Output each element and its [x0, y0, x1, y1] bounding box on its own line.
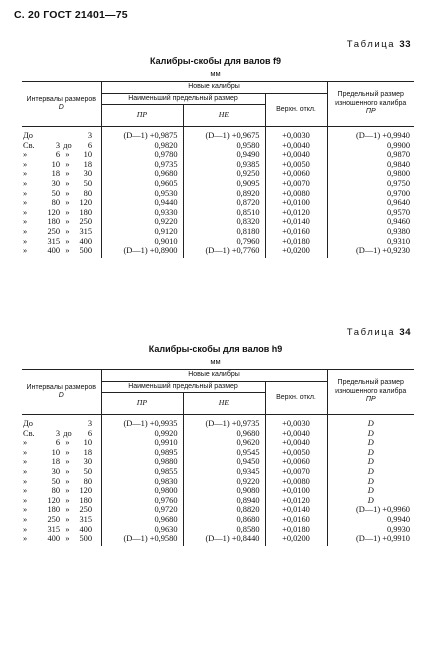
table-row	[22, 169, 414, 179]
table-row	[22, 515, 414, 525]
pr-cell: 0,9530	[101, 189, 183, 199]
worn-limit-cell: 0,9930	[327, 525, 414, 535]
upper-deviation-cell: +0,0040	[265, 429, 327, 439]
upper-deviation-cell: +0,0120	[265, 496, 327, 506]
worn-limit-cell: 0,9800	[327, 169, 414, 179]
upper-deviation-cell: +0,0140	[265, 217, 327, 227]
header-min-limit: Наименьший предельный размер	[101, 381, 265, 393]
interval-cell: » 400 » 500	[23, 246, 92, 256]
header-upper-deviation: Верхн. откл.	[265, 381, 327, 415]
upper-deviation-cell: +0,0040	[265, 150, 327, 160]
ne-cell: 0,9620	[183, 438, 265, 448]
header-ne: НЕ	[183, 393, 265, 415]
ne-cell: 0,8580	[183, 525, 265, 535]
table-row	[22, 429, 414, 439]
pr-cell: 0,9880	[101, 457, 183, 467]
pr-cell: (D—1) +0,9935	[101, 415, 183, 429]
pr-cell: 0,9910	[101, 438, 183, 448]
worn-limit-cell: 0,9750	[327, 179, 414, 189]
table-row	[22, 127, 414, 141]
table-row	[22, 208, 414, 218]
interval-cell: » 6 » 10	[23, 150, 92, 160]
upper-deviation-cell: +0,0200	[265, 534, 327, 546]
upper-deviation-cell: +0,0040	[265, 438, 327, 448]
ne-cell: 0,9250	[183, 169, 265, 179]
interval-cell: » 50 » 80	[23, 188, 92, 198]
worn-limit-cell: 0,9640	[327, 198, 414, 208]
table-row	[22, 525, 414, 535]
pr-cell: 0,9735	[101, 160, 183, 170]
interval-cell: » 180 » 250	[23, 217, 92, 227]
interval-cell: » 120 » 180	[23, 495, 92, 505]
upper-deviation-cell: +0,0080	[265, 477, 327, 487]
header-min-limit: Наименьший предельный размер	[101, 93, 265, 105]
pr-cell: 0,9630	[101, 525, 183, 535]
worn-limit-cell: D	[327, 429, 414, 439]
upper-deviation-cell: +0,0030	[265, 415, 327, 429]
upper-deviation-cell: +0,0060	[265, 457, 327, 467]
table-row	[22, 227, 414, 237]
table-33-label: Таблица 33	[346, 39, 411, 50]
table-row	[22, 486, 414, 496]
ne-cell: 0,9095	[183, 179, 265, 189]
worn-limit-cell: D	[327, 477, 414, 487]
header-pr: ПР	[101, 393, 183, 415]
worn-limit-cell: D	[327, 496, 414, 506]
upper-deviation-cell: +0,0070	[265, 179, 327, 189]
header-intervals: Интервалы размеров D	[22, 82, 101, 127]
table-row	[22, 477, 414, 487]
worn-limit-cell: D	[327, 448, 414, 458]
interval-cell: » 6 » 10	[23, 438, 92, 448]
ne-cell: 0,8820	[183, 505, 265, 515]
worn-limit-cell: (D—1) +0,9960	[327, 505, 414, 515]
table-34-unit: мм	[210, 357, 221, 366]
ne-cell: 0,8940	[183, 496, 265, 506]
pr-cell: 0,9760	[101, 496, 183, 506]
interval-cell: » 30 » 50	[23, 466, 92, 476]
ne-cell: (D—1) +0,9735	[183, 415, 265, 429]
table-row	[22, 457, 414, 467]
upper-deviation-cell: +0,0100	[265, 486, 327, 496]
interval-cell: » 10 » 18	[23, 159, 92, 169]
header-upper-deviation: Верхн. откл.	[265, 93, 327, 127]
table-row	[22, 198, 414, 208]
table-row	[22, 467, 414, 477]
interval-cell: » 18 » 30	[23, 169, 92, 179]
ne-cell: 0,9545	[183, 448, 265, 458]
pr-cell: 0,9895	[101, 448, 183, 458]
pr-cell: (D—1) +0,8900	[101, 246, 183, 258]
ne-cell: (D—1) +0,7760	[183, 246, 265, 258]
ne-cell: 0,8920	[183, 189, 265, 199]
worn-limit-cell: (D—1) +0,9230	[327, 246, 414, 258]
pr-cell: 0,9855	[101, 467, 183, 477]
ne-cell: 0,8320	[183, 217, 265, 227]
pr-cell: 0,9120	[101, 227, 183, 237]
ne-cell: 0,9220	[183, 477, 265, 487]
worn-limit-cell: 0,9940	[327, 515, 414, 525]
table-34-title: Калибры-скобы для валов h9	[148, 344, 283, 354]
upper-deviation-cell: +0,0200	[265, 246, 327, 258]
upper-deviation-cell: +0,0100	[265, 198, 327, 208]
interval-cell: » 315 » 400	[23, 524, 92, 534]
interval-cell: » 120 » 180	[23, 207, 92, 217]
table-row	[22, 179, 414, 189]
upper-deviation-cell: +0,0180	[265, 525, 327, 535]
worn-limit-cell: 0,9570	[327, 208, 414, 218]
worn-limit-cell: 0,9380	[327, 227, 414, 237]
interval-cell: » 250 » 315	[23, 226, 92, 236]
pr-cell: 0,9010	[101, 237, 183, 247]
upper-deviation-cell: +0,0060	[265, 169, 327, 179]
table-row	[22, 415, 414, 429]
table-33	[22, 81, 414, 258]
header-pr: ПР	[101, 105, 183, 127]
table-33-body	[22, 127, 414, 258]
upper-deviation-cell: +0,0120	[265, 208, 327, 218]
header-intervals: Интервалы размеров D	[22, 370, 101, 415]
interval-cell: » 18 » 30	[23, 457, 92, 467]
table-34-body	[22, 415, 414, 546]
header-worn-limit: Предельный размер изношенного калибра ПР	[327, 82, 414, 127]
table-row	[22, 150, 414, 160]
interval-cell: Св. 3 до 6	[23, 140, 92, 150]
upper-deviation-cell: +0,0080	[265, 189, 327, 199]
worn-limit-cell: D	[327, 486, 414, 496]
table-row	[22, 160, 414, 170]
pr-cell: 0,9605	[101, 179, 183, 189]
worn-limit-cell: 0,9840	[327, 160, 414, 170]
interval-cell: До 3	[23, 419, 92, 428]
interval-cell: Св. 3 до 6	[23, 428, 92, 438]
ne-cell: 0,9080	[183, 486, 265, 496]
ne-cell: 0,7960	[183, 237, 265, 247]
ne-cell: 0,9450	[183, 457, 265, 467]
table-34-label: Таблица 34	[346, 327, 411, 338]
ne-cell: (D—1) +0,8440	[183, 534, 265, 546]
header-worn-limit: Предельный размер изношенного калибра ПР	[327, 370, 414, 415]
table-33-unit: мм	[210, 69, 221, 78]
upper-deviation-cell: +0,0140	[265, 505, 327, 515]
upper-deviation-cell: +0,0040	[265, 141, 327, 151]
ne-cell: 0,9490	[183, 150, 265, 160]
worn-limit-cell: D	[327, 457, 414, 467]
interval-cell: » 50 » 80	[23, 476, 92, 486]
table-row	[22, 534, 414, 546]
pr-cell: 0,9220	[101, 217, 183, 227]
pr-cell: (D—1) +0,9580	[101, 534, 183, 546]
table-34	[22, 369, 414, 546]
ne-cell: 0,8180	[183, 227, 265, 237]
upper-deviation-cell: +0,0050	[265, 448, 327, 458]
table-row	[22, 246, 414, 258]
pr-cell: 0,9330	[101, 208, 183, 218]
upper-deviation-cell: +0,0070	[265, 467, 327, 477]
table-row	[22, 217, 414, 227]
worn-limit-cell: (D—1) +0,9910	[327, 534, 414, 546]
interval-cell: » 80 » 120	[23, 198, 92, 208]
interval-cell: » 180 » 250	[23, 505, 92, 515]
pr-cell: 0,9720	[101, 505, 183, 515]
upper-deviation-cell: +0,0160	[265, 515, 327, 525]
table-row	[22, 189, 414, 199]
pr-cell: 0,9830	[101, 477, 183, 487]
pr-cell: 0,9820	[101, 141, 183, 151]
header-new-calibers: Новые калибры	[101, 370, 327, 382]
interval-cell: » 80 » 120	[23, 486, 92, 496]
worn-limit-cell: 0,9900	[327, 141, 414, 151]
pr-cell: 0,9920	[101, 429, 183, 439]
pr-cell: (D—1) +0,9875	[101, 127, 183, 141]
pr-cell: 0,9440	[101, 198, 183, 208]
table-33-title: Калибры-скобы для валов f9	[150, 56, 281, 66]
ne-cell: 0,9580	[183, 141, 265, 151]
interval-cell: » 30 » 50	[23, 178, 92, 188]
ne-cell: 0,8720	[183, 198, 265, 208]
worn-limit-cell: D	[327, 467, 414, 477]
ne-cell: 0,9345	[183, 467, 265, 477]
worn-limit-cell: (D—1) +0,9940	[327, 127, 414, 141]
ne-cell: 0,8680	[183, 515, 265, 525]
interval-cell: До 3	[23, 131, 92, 140]
pr-cell: 0,9680	[101, 169, 183, 179]
interval-cell: » 315 » 400	[23, 236, 92, 246]
worn-limit-cell: 0,9870	[327, 150, 414, 160]
worn-limit-cell: 0,9460	[327, 217, 414, 227]
interval-cell: » 400 » 500	[23, 534, 92, 544]
pr-cell: 0,9780	[101, 150, 183, 160]
pr-cell: 0,9800	[101, 486, 183, 496]
page-header: С. 20 ГОСТ 21401—75	[14, 9, 128, 21]
worn-limit-cell: D	[327, 438, 414, 448]
header-ne: НЕ	[183, 105, 265, 127]
header-new-calibers: Новые калибры	[101, 82, 327, 94]
table-row	[22, 448, 414, 458]
table-row	[22, 237, 414, 247]
worn-limit-cell: D	[327, 415, 414, 429]
interval-cell: » 10 » 18	[23, 447, 92, 457]
table-row	[22, 438, 414, 448]
ne-cell: 0,9680	[183, 429, 265, 439]
pr-cell: 0,9680	[101, 515, 183, 525]
table-row	[22, 505, 414, 515]
table-row	[22, 496, 414, 506]
interval-cell: » 250 » 315	[23, 514, 92, 524]
upper-deviation-cell: +0,0030	[265, 127, 327, 141]
ne-cell: 0,8510	[183, 208, 265, 218]
worn-limit-cell: 0,9310	[327, 237, 414, 247]
ne-cell: 0,9385	[183, 160, 265, 170]
upper-deviation-cell: +0,0050	[265, 160, 327, 170]
upper-deviation-cell: +0,0160	[265, 227, 327, 237]
upper-deviation-cell: +0,0180	[265, 237, 327, 247]
worn-limit-cell: 0,9700	[327, 189, 414, 199]
ne-cell: (D—1) +0,9675	[183, 127, 265, 141]
table-row	[22, 141, 414, 151]
